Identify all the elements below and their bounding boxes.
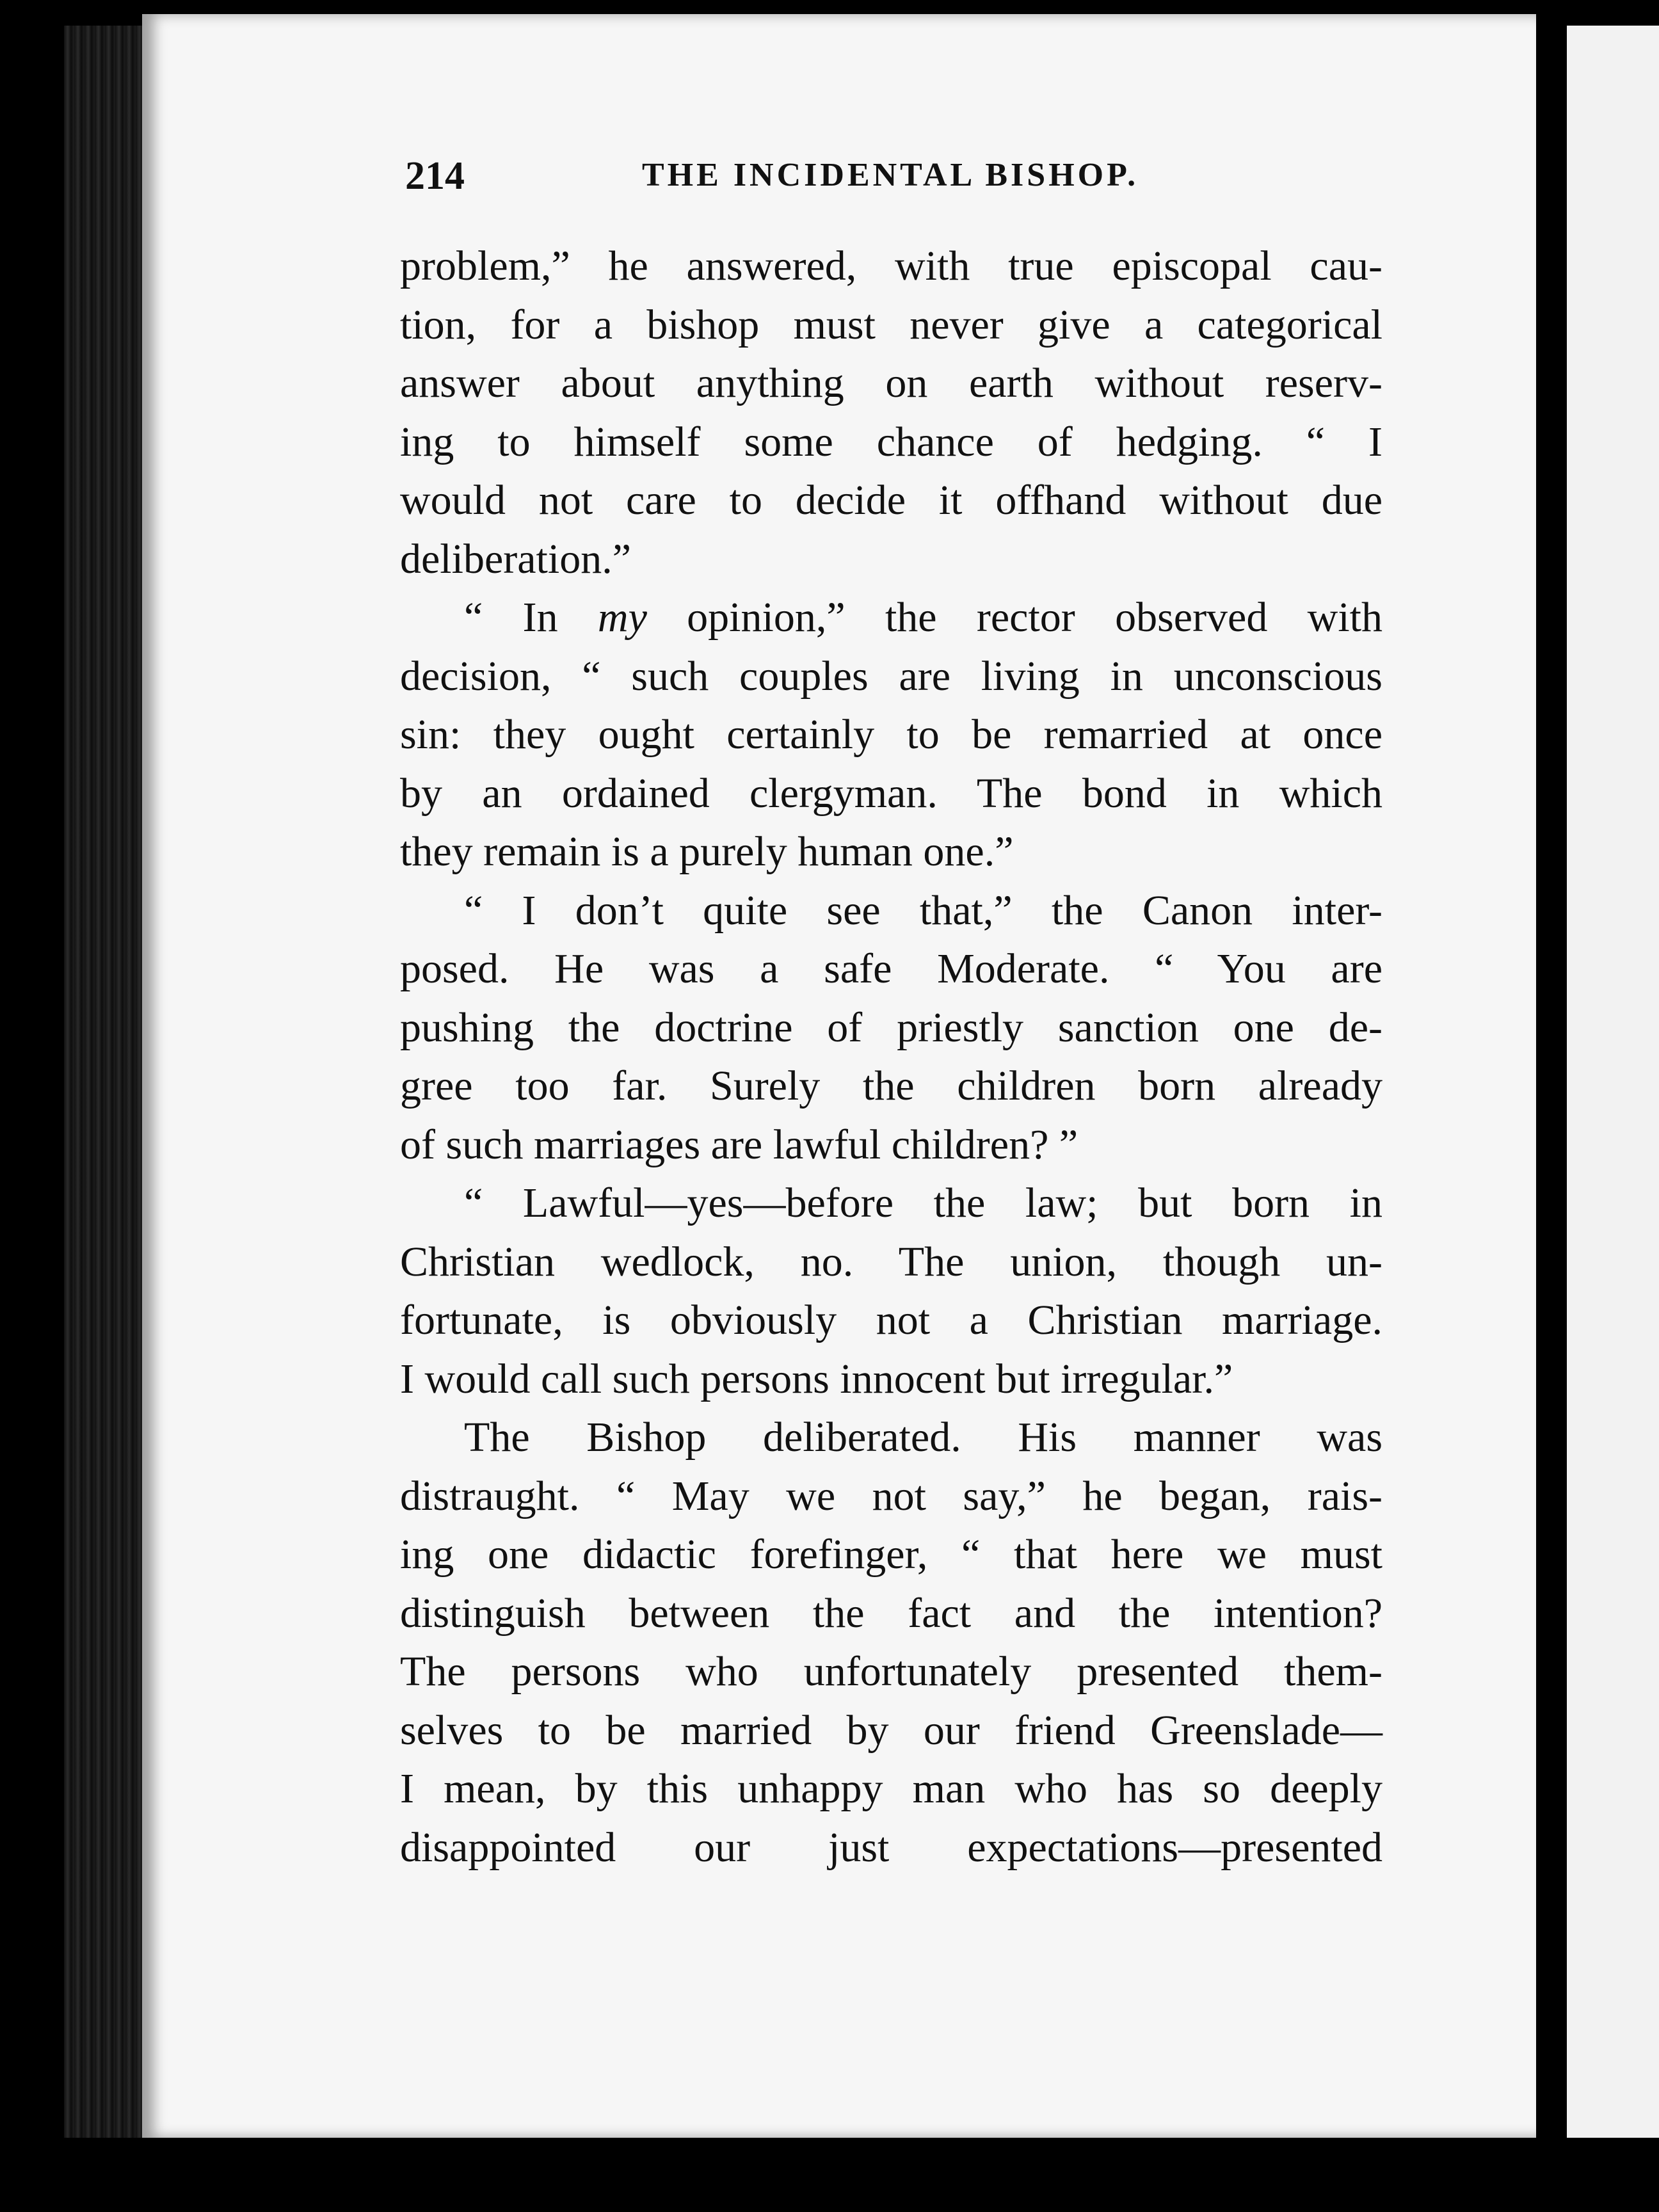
text-line: answer about anything on earth without reserv- — [400, 360, 1382, 406]
text-line: distinguish between the fact and the intention? — [400, 1589, 1382, 1637]
text-line: problem,” he answered, with true episcopal cau- — [400, 243, 1382, 289]
text-line: pushing the doctrine of priestly sanction one de- — [400, 1004, 1382, 1051]
text-line: ing one didactic forefinger, “ that here we must — [400, 1531, 1382, 1578]
text-line: of such marriages are lawful children? ” — [400, 1121, 1078, 1168]
text-line: by an ordained clergyman. The bond in which — [400, 769, 1382, 817]
text-line: Christian wedlock, no. The union, though un- — [400, 1238, 1382, 1285]
text-line: posed. He was a safe Moderate. “ You are — [400, 945, 1382, 992]
text-line: disappointed our just expectations—presented — [400, 1823, 1382, 1871]
page-number: 214 — [405, 154, 465, 198]
text-line: fortunate, is obviously not a Christian marriage. — [400, 1297, 1382, 1343]
text-line: ing to himself some chance of hedging. “ I — [400, 418, 1382, 465]
text-line: would not care to decide it offhand without due — [400, 477, 1382, 524]
text-line: “ I don’t quite see that,” the Canon inter- — [464, 886, 1382, 934]
gutter-shadow — [1535, 26, 1559, 2138]
text-line: “ In my opinion,” the rector observed with — [464, 594, 1382, 641]
text-line: selves to be married by our friend Greenslade— — [400, 1706, 1382, 1754]
running-title: THE INCIDENTAL BISHOP. — [642, 157, 1139, 193]
text-line: I would call such persons innocent but irregular.” — [400, 1355, 1233, 1402]
text-line: gree too far. Surely the children born already — [400, 1062, 1382, 1109]
text-line: The Bishop deliberated. His manner was — [464, 1414, 1382, 1461]
text-line: I mean, by this unhappy man who has so deeply — [400, 1765, 1382, 1812]
text-line: “ Lawful—yes—before the law; but born in — [464, 1180, 1382, 1226]
text-line: sin: they ought certainly to be remarried at once — [400, 711, 1382, 758]
text-line: they remain is a purely human one.” — [400, 828, 1014, 875]
body-text — [400, 237, 1382, 1877]
text-line: distraught. “ May we not say,” he began, rais- — [400, 1472, 1382, 1519]
running-head — [405, 154, 1381, 205]
text-line: The persons who unfortunately presented them- — [400, 1648, 1382, 1695]
facing-page-edge — [1567, 26, 1659, 2138]
text-line: tion, for a bishop must never give a categorical — [400, 301, 1382, 348]
text-line: decision, “ such couples are living in unconscious — [400, 652, 1382, 700]
text-line: deliberation.” — [400, 535, 632, 582]
